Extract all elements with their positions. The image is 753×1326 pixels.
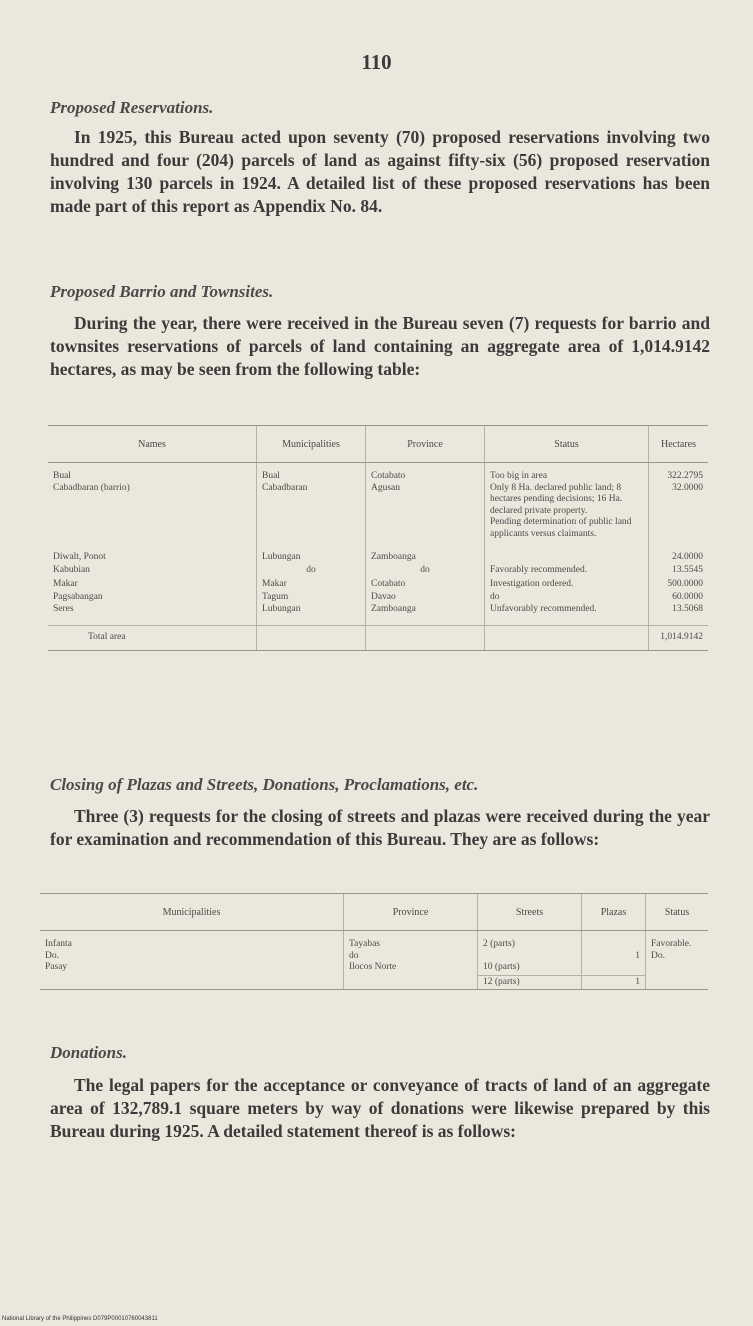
cell-streets: 2 (parts) 10 (parts) xyxy=(478,931,582,976)
cell-plazas: 1 xyxy=(582,931,646,976)
cell-status: Investigation ordered. xyxy=(485,578,649,592)
col-header-municipalities: Municipalities xyxy=(40,894,344,931)
col-header-municipalities: Municipalities xyxy=(257,426,366,463)
col-header-status: Status xyxy=(646,894,709,931)
cell-name: Makar xyxy=(53,578,78,589)
paragraph-barrio-townsites: During the year, there were received in the Bureau seven (7) requests for barrio and townsites reservations of parcels of land containing an aggregate area of 1,014.9142 hectares, as may be seen from the following table: xyxy=(50,313,710,379)
col-header-streets: Streets xyxy=(478,894,582,931)
cell-province: Davao Zamboanga xyxy=(366,591,485,626)
cell-hectares: 500.0000 xyxy=(649,578,709,592)
table-row xyxy=(40,975,708,990)
cell-province: Tayabas do Ilocos Norte xyxy=(344,931,478,976)
cell-hectares: 60.0000 13.5068 xyxy=(649,591,709,626)
table-total-row xyxy=(48,626,708,651)
col-header-plazas: Plazas xyxy=(582,894,646,931)
cell-name: Pagsabangan Seres xyxy=(53,592,103,614)
cell-municipality: Bual Cabadbaran Lubungan xyxy=(257,463,366,565)
cell-status: Favorably recommended. xyxy=(485,564,649,578)
cell-hectares: 13.5545 xyxy=(649,564,709,578)
table-row xyxy=(48,591,708,626)
library-footer: National Library of the Philippines D079P00010760043811 xyxy=(2,1316,158,1322)
col-header-names: Names xyxy=(48,426,257,463)
closing-streets-table xyxy=(40,893,708,990)
cell-status: Favorable. Do. xyxy=(646,931,709,976)
table-row xyxy=(40,931,708,976)
cell-status: Too big in area Only 8 Ha. declared public land; 8 hectares pending decisions; 16 Ha. declared private property. Pending determination of public land applicants versus claimants. xyxy=(485,463,649,565)
total-label: Total area xyxy=(48,626,257,651)
cell-status xyxy=(646,975,709,990)
table-row xyxy=(48,564,708,578)
cell-name: Bual Cabadbaran (barrio) Diwalt, Ponot xyxy=(53,471,130,562)
col-header-hectares: Hectares xyxy=(649,426,709,463)
cell-province xyxy=(344,975,478,990)
table-row xyxy=(48,578,708,592)
paragraph-donations: The legal papers for the acceptance or conveyance of tracts of land of an aggregate area of 132,789.1 square meters by way of donations were likewise prepared by this Bureau during 1925. A detailed statement thereof is as follows: xyxy=(50,1075,710,1141)
cell-province: Cotabato xyxy=(366,578,485,592)
cell-municipality: Infanta Do. Pasay xyxy=(45,939,72,972)
page-number: 110 xyxy=(361,50,392,74)
cell-streets: 12 (parts) xyxy=(478,975,582,990)
table-row xyxy=(48,463,708,565)
paragraph-closing-plazas: Three (3) requests for the closing of streets and plazas were received during the year for examination and recommendation of this Bureau. They are as follows: xyxy=(50,806,710,849)
total-value: 1,014.9142 xyxy=(649,626,709,651)
cell-municipality: Makar xyxy=(257,578,366,592)
heading-barrio-townsites: Proposed Barrio and Townsites. xyxy=(50,282,274,301)
cell-name: Kabubian xyxy=(53,565,90,575)
heading-donations: Donations. xyxy=(50,1043,127,1062)
barrio-townsites-table xyxy=(48,425,708,651)
col-header-status: Status xyxy=(485,426,649,463)
col-header-province: Province xyxy=(366,426,485,463)
cell-province: do xyxy=(366,564,485,578)
cell-municipality: do xyxy=(257,564,366,578)
col-header-province: Province xyxy=(344,894,478,931)
cell-province: Cotabato Agusan Zamboanga xyxy=(366,463,485,565)
cell-plazas: 1 xyxy=(582,975,646,990)
paragraph-proposed-reservations: In 1925, this Bureau acted upon seventy (70) proposed reservations involving two hundred and four (204) parcels of land as against fifty-six (56) proposed reservation involving 130 parcels in 1924. A detailed list of these proposed reservations has been made part of this report as Appendix No. 84. xyxy=(50,127,710,216)
cell-municipality xyxy=(40,975,344,990)
heading-proposed-reservations: Proposed Reservations. xyxy=(50,98,214,117)
cell-municipality: Tagum Lubungan xyxy=(257,591,366,626)
cell-hectares: 322.2795 32.0000 24.0000 xyxy=(649,463,709,565)
heading-closing-plazas: Closing of Plazas and Streets, Donations, Proclamations, etc. xyxy=(50,775,479,794)
cell-status: do Unfavorably recommended. xyxy=(485,591,649,626)
